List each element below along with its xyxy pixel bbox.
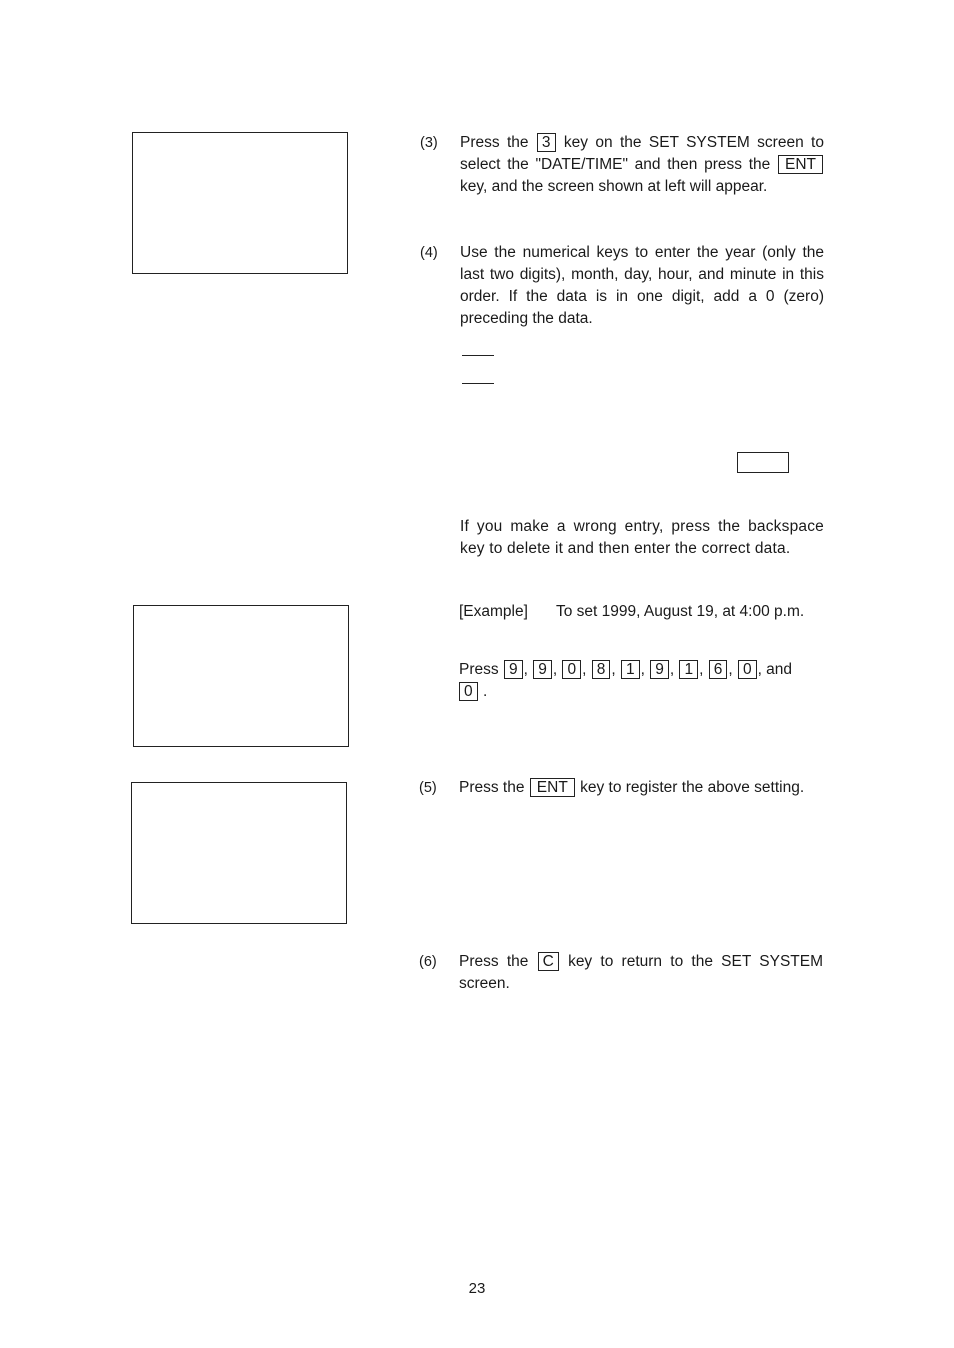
press-label: Press	[459, 661, 499, 678]
step-5-text	[459, 777, 823, 799]
screen-image-registered	[131, 782, 347, 924]
example-label: [Example]	[459, 603, 528, 620]
step-6-number: (6)	[419, 954, 437, 970]
key-ent-register: ENT	[530, 778, 575, 797]
step-3-text	[460, 132, 824, 198]
underline-mark-1	[462, 355, 494, 356]
step-4-text: Use the numerical keys to enter the year (only the last two digits), month, day, hour, and minute in this order. If the data is in one digit, add a 0 (zero) preceding the data.	[460, 244, 824, 327]
step-3-text-2: key on the SET SYSTEM screen to select the "DATE/TIME" and then press the	[460, 134, 824, 173]
seq-key-6: 9	[650, 660, 669, 679]
step-6-text-2: key to return to the SET SYSTEM screen.	[459, 953, 824, 992]
step-4-number: (4)	[420, 245, 438, 261]
blank-key-box	[737, 452, 789, 473]
seq-key-7: 1	[679, 660, 698, 679]
step-6-text	[459, 951, 823, 995]
wrong-entry-note: If you make a wrong entry, press the backspace key to delete it and then enter the correct data.	[460, 518, 824, 557]
seq-key-10: 0	[459, 682, 478, 701]
step-5-text-2: key to register the above setting.	[580, 779, 805, 796]
screen-image-date-time	[132, 132, 348, 274]
step-3-text-3: key, and the screen shown at left will appear.	[460, 178, 768, 195]
seq-key-9: 0	[738, 660, 757, 679]
step-3-text-1: Press the	[460, 134, 529, 151]
seq-key-1: 9	[504, 660, 523, 679]
sequence-end: .	[482, 683, 488, 700]
step-5-text-1: Press the	[459, 779, 525, 796]
seq-key-3: 0	[562, 660, 581, 679]
screen-image-example-entry	[133, 605, 349, 747]
key-c: C	[538, 952, 559, 971]
step-3-number: (3)	[420, 135, 438, 151]
seq-key-5: 1	[621, 660, 640, 679]
step-6-text-1: Press the	[459, 953, 529, 970]
example-key-sequence: Press 9 , 9 , 0 , 8 , 1 , 9 , 1 , 6 , 0 , and 0 .	[459, 661, 793, 700]
seq-key-8: 6	[709, 660, 728, 679]
seq-key-4: 8	[592, 660, 611, 679]
page-number: 23	[468, 1280, 486, 1297]
and-label: , and	[757, 661, 793, 678]
key-3: 3	[537, 133, 556, 152]
example-text: To set 1999, August 19, at 4:00 p.m.	[556, 603, 805, 620]
underline-mark-2	[462, 383, 494, 384]
step-5-number: (5)	[419, 780, 437, 796]
seq-key-2: 9	[533, 660, 552, 679]
key-ent: ENT	[778, 155, 823, 174]
